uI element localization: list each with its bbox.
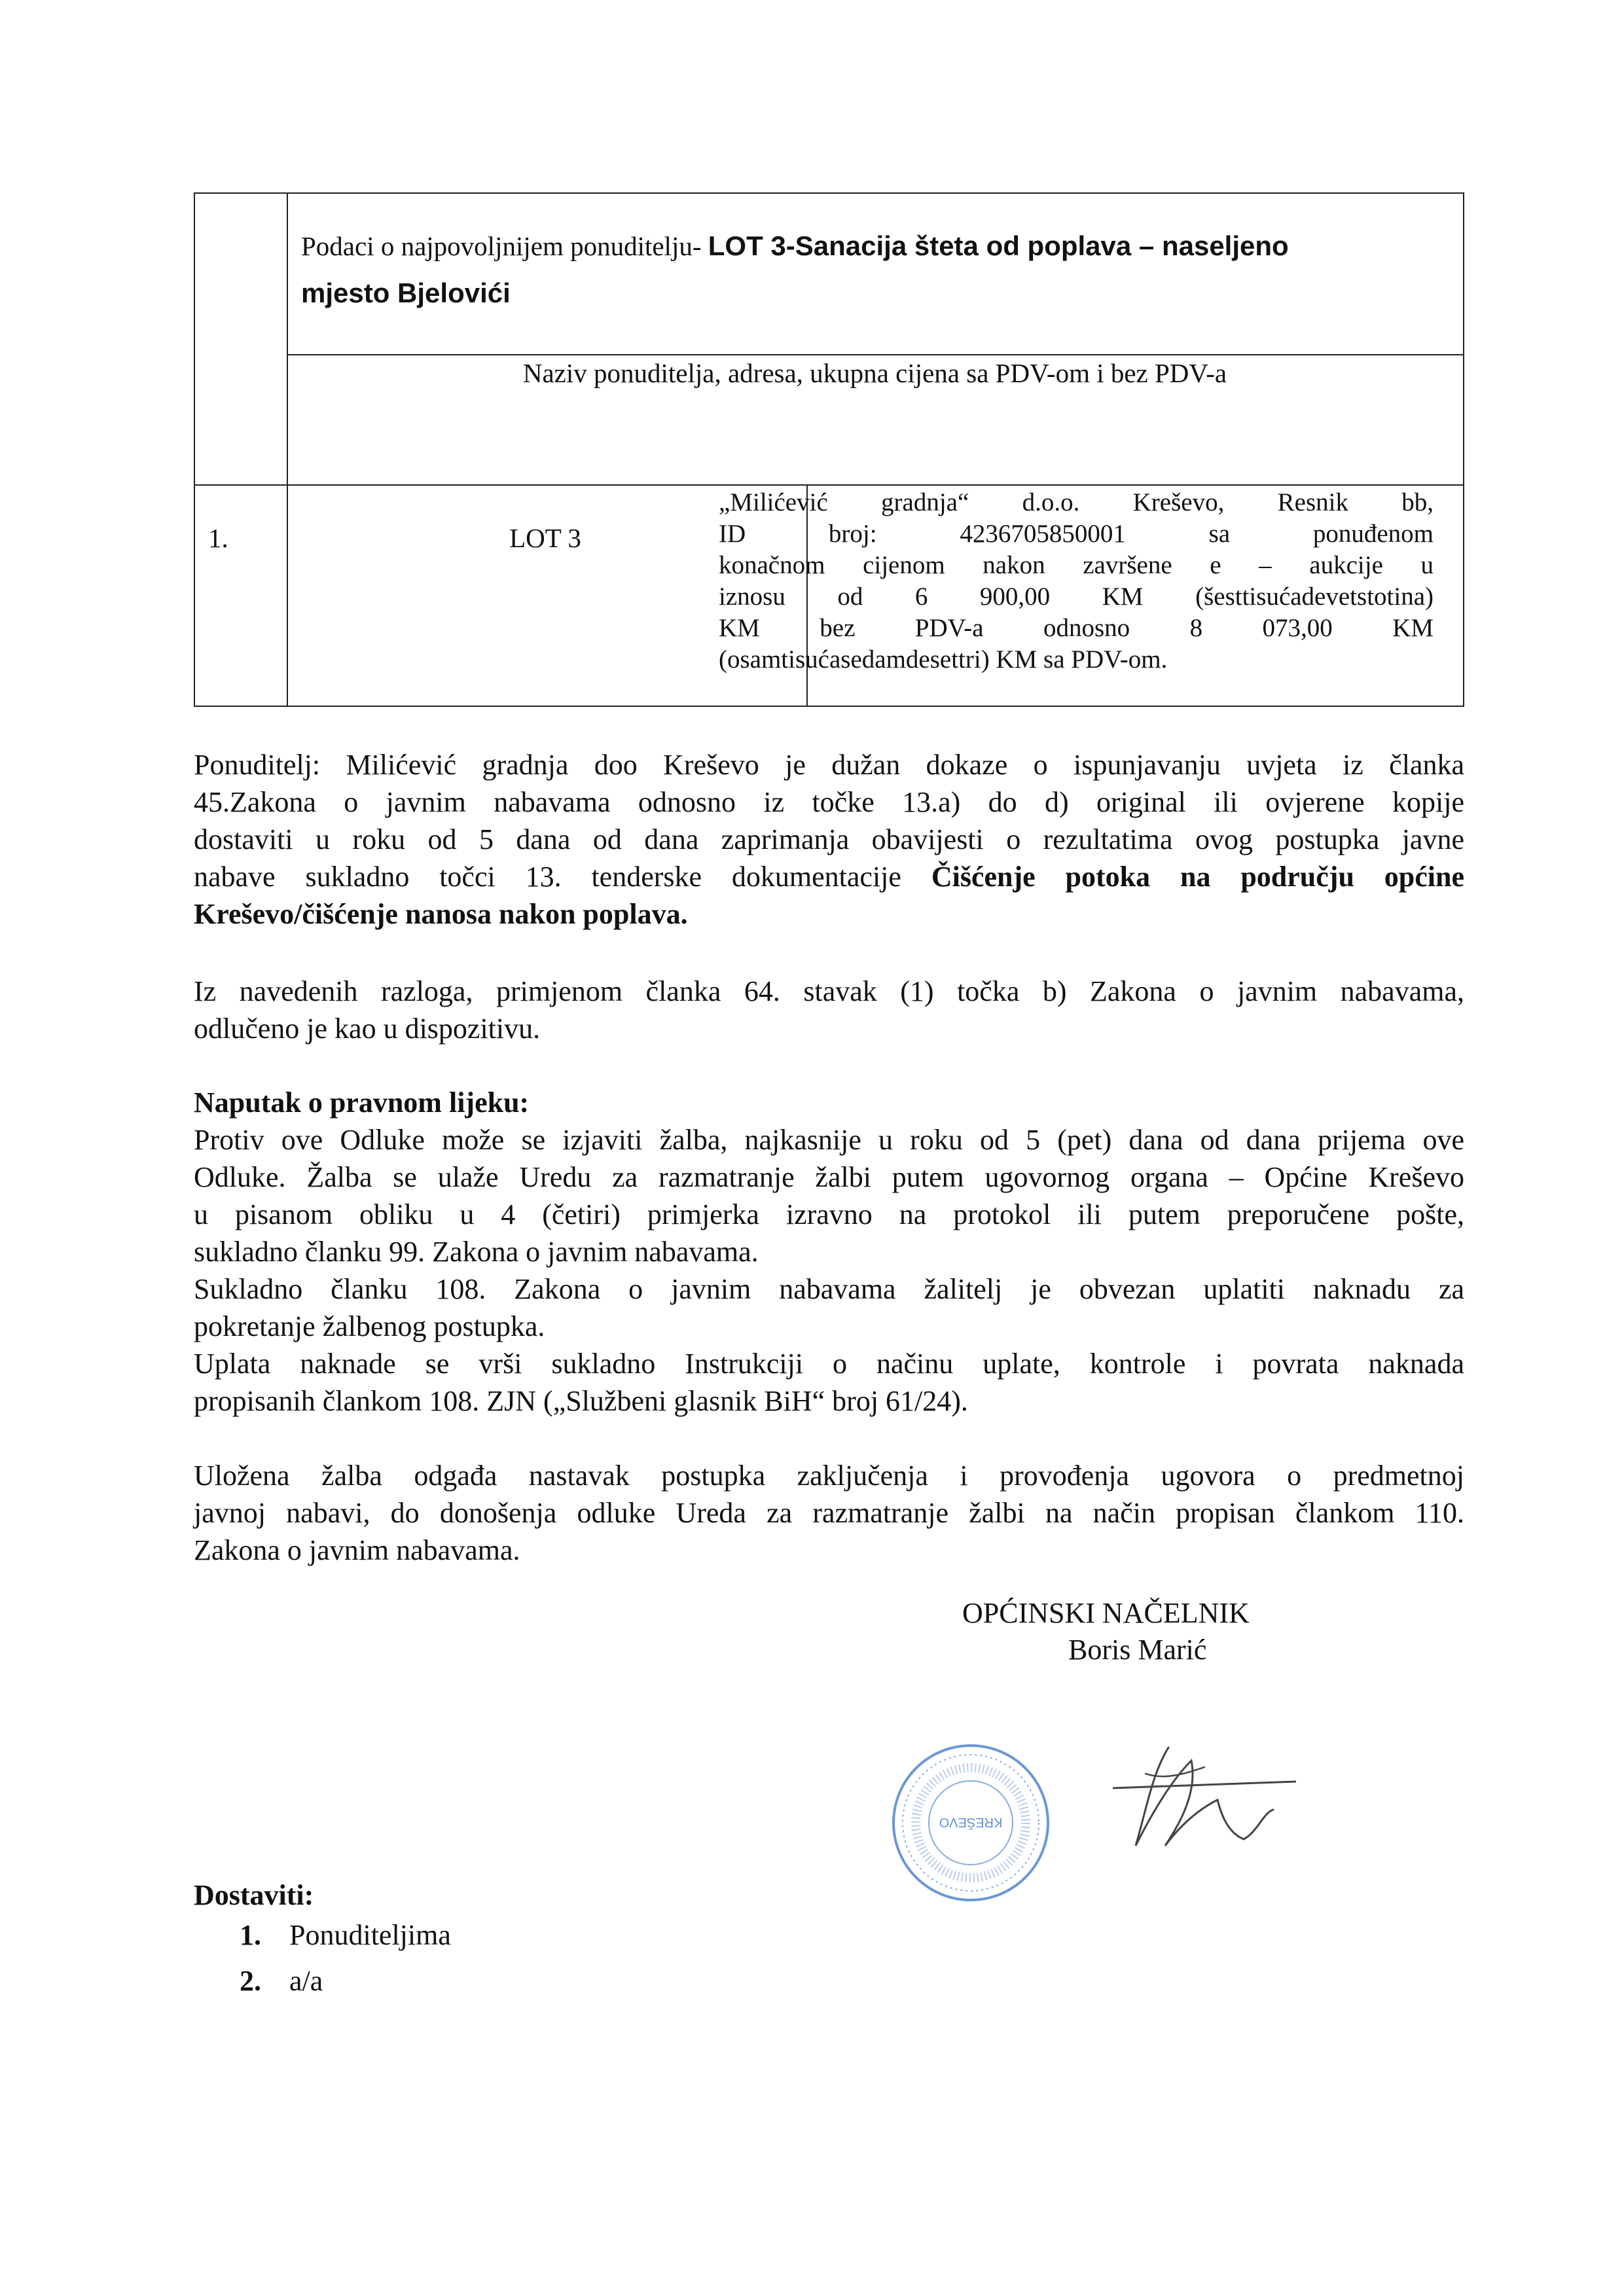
- offer-line: iznosu od 6 900,00 KM (šesttisućadevetstotina): [719, 583, 1434, 611]
- table-lot-label: LOT 3: [509, 523, 581, 553]
- list-item-number: 1.: [240, 1919, 261, 1951]
- seal-text: KREŠEVO: [939, 1815, 1003, 1829]
- paragraph-line: Uložena žalba odgađa nastavak postupka zaključenja i provođenja ugovora o predmetnoj: [194, 1460, 1464, 1492]
- paragraph-bidder-obligations: [194, 746, 1464, 933]
- paragraph-line: javnoj nabavi, do donošenja odluke Ureda za razmatranje žalbi na način propisan člankom 110.: [194, 1497, 1464, 1529]
- paragraph-line: propisanih člankom 108. ZJN („Službeni glasnik BiH“ broj 61/24).: [194, 1385, 968, 1417]
- handwritten-signature-icon: [1106, 1734, 1303, 1865]
- municipal-seal-icon: [889, 1741, 1053, 1905]
- offer-line: ID broj: 4236705850001 sa ponuđenom: [719, 520, 1434, 548]
- paragraph-line: sukladno članku 99. Zakona o javnim nabavama.: [194, 1236, 759, 1268]
- paragraph-line: pokretanje žalbenog postupka.: [194, 1310, 545, 1342]
- offer-line: konačnom cijenom nakon završene e – aukcije u: [719, 551, 1434, 579]
- tender-subject-part1: Čišćenje potoka na području općine: [931, 861, 1465, 893]
- table-row-divider-2: [195, 484, 1463, 486]
- paragraph-line: Protiv ove Odluke može se izjaviti žalba, najkasnije u roku od 5 (pet) dana od dana prijema ove: [194, 1124, 1464, 1156]
- offer-line: (osamtisućasedamdesettri) KM sa PDV-om.: [719, 645, 1168, 673]
- delivery-title: Dostaviti:: [194, 1879, 314, 1911]
- list-item-number: 2.: [240, 1965, 261, 1997]
- offer-line: KM bez PDV-a odnosno 8 073,00 KM: [719, 614, 1434, 642]
- list-item-text: a/a: [289, 1965, 323, 1997]
- tender-subject-part2: Kreševo/čišćenje nanosa nakon poplava.: [194, 898, 688, 930]
- paragraph-decision-basis: [194, 973, 1464, 1047]
- paragraph-line: Odluke. Žalba se ulaže Uredu za razmatranje žalbi putem ugovornog organa – Općine Kreševo: [194, 1161, 1464, 1193]
- table-header-lot-title: LOT 3-Sanacija šteta od poplava – naseljeno: [708, 230, 1289, 261]
- paragraph-line: Ponuditelj: Milićević gradnja doo Kreševo je dužan dokaze o ispunjavanju uvjeta iz članka: [194, 749, 1464, 781]
- legal-remedy-title: Naputak o pravnom lijeku:: [194, 1086, 530, 1119]
- legal-remedy-section: [194, 1084, 1464, 1420]
- table-header: [301, 226, 1440, 266]
- delivery-list: [240, 1912, 451, 2004]
- table-header-lot-title-line2: mjesto Bjelovići: [301, 278, 511, 308]
- table-header-prefix: Podaci o najpovoljnijem ponuditelju-: [301, 231, 708, 261]
- table-row-number: 1.: [208, 523, 228, 553]
- list-item: [240, 1912, 451, 1958]
- table-subheader: Naziv ponuditelja, adresa, ukupna cijena sa PDV-om i bez PDV-a: [522, 358, 1227, 388]
- signatory-name: Boris Marić: [1068, 1634, 1207, 1666]
- paragraph-line: odlučeno je kao u dispozitivu.: [194, 1013, 541, 1045]
- offer-line: „Milićević gradnja“ d.o.o. Kreševo, Resnik bb,: [719, 488, 1434, 516]
- paragraph-line: Iz navedenih razloga, primjenom članka 64. stavak (1) točka b) Zakona o javnim nabavama,: [194, 975, 1464, 1007]
- paragraph-line: Sukladno članku 108. Zakona o javnim nabavama žalitelj je obvezan uplatiti naknadu za: [194, 1273, 1464, 1305]
- paragraph-line: Zakona o javnim nabavama.: [194, 1534, 520, 1566]
- paragraph-line: Uplata naknade se vrši sukladno Instrukciji o načinu uplate, kontrole i povrata naknada: [194, 1348, 1464, 1380]
- paragraph-line-text: nabave sukladno točci 13. tenderske dokumentacije: [194, 861, 901, 893]
- table-offer-details: [719, 487, 1434, 675]
- list-item: [240, 1958, 451, 2004]
- paragraph-line: dostaviti u roku od 5 dana od dana zaprimanja obavijesti o rezultatima ovog postupka javne: [194, 823, 1464, 855]
- list-item-text: Ponuditeljima: [289, 1919, 451, 1951]
- paragraph-line: u pisanom obliku u 4 (četiri) primjerka izravno na protokol ili putem preporučene pošte,: [194, 1198, 1464, 1230]
- paragraph-line: 45.Zakona o javnim nabavama odnosno iz točke 13.a) do d) original ili ovjerene kopije: [194, 786, 1464, 818]
- signatory-title: OPĆINSKI NAČELNIK: [962, 1597, 1250, 1629]
- paragraph-line: [194, 858, 1464, 895]
- paragraph-appeal-effect: [194, 1457, 1464, 1569]
- table-col-divider-1: [287, 194, 288, 706]
